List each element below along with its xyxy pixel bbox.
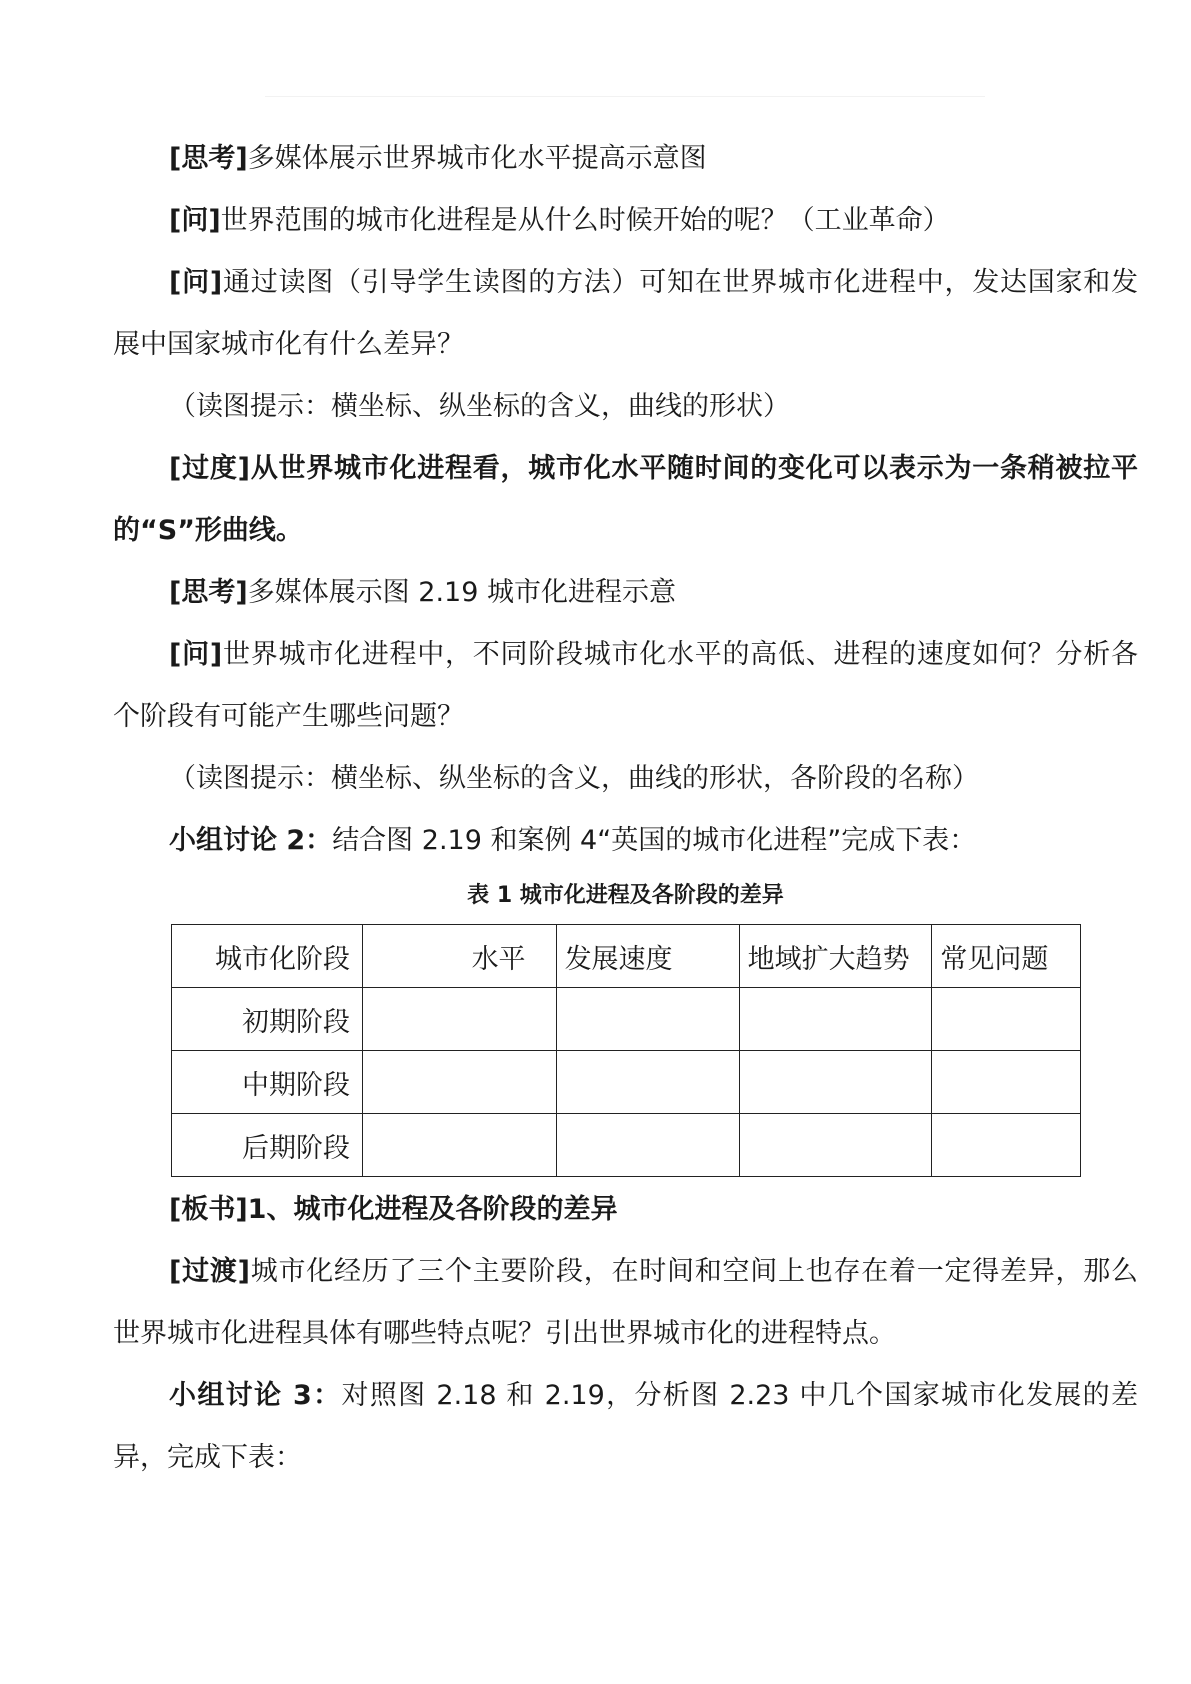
paragraph-text: 城市化经历了三个主要阶段，在时间和空间上也存在着一定得差异，那么世界城市化进程具体有哪些特点呢？引出世界城市化的进程特点。	[113, 1256, 1138, 1349]
table-cell	[932, 1114, 1081, 1177]
paragraph-tag: [过渡]	[169, 1256, 250, 1287]
paragraph-question-3	[113, 624, 1138, 748]
paragraph-tag: 小组讨论 3：	[169, 1380, 342, 1411]
paragraph-transition-1	[113, 438, 1138, 562]
paragraph-question-1	[113, 190, 1138, 252]
table-cell	[932, 1051, 1081, 1114]
paragraph-hint-1: （读图提示：横坐标、纵坐标的含义，曲线的形状）	[169, 391, 790, 422]
table-header-cell: 城市化阶段	[172, 925, 363, 988]
paragraph-tag: [过度]	[169, 453, 250, 484]
table-row	[172, 1051, 1081, 1114]
paragraph-tag: 小组讨论 2：	[169, 825, 333, 856]
paragraph-text: 多媒体展示世界城市化水平提高示意图	[247, 143, 707, 174]
table-cell	[362, 988, 556, 1051]
header-rule	[265, 96, 985, 97]
table-row	[172, 988, 1081, 1051]
table-cell	[739, 1114, 932, 1177]
table-header-cell: 地域扩大趋势	[739, 925, 932, 988]
paragraph-tag: [思考]	[169, 143, 248, 174]
paragraph-tag: [问]	[169, 639, 223, 670]
table-row	[172, 1114, 1081, 1177]
table-cell: 中期阶段	[172, 1051, 363, 1114]
paragraph-text: 世界范围的城市化进程是从什么时候开始的呢？（工业革命）	[220, 205, 950, 236]
paragraph-tag: [问]	[169, 267, 223, 298]
table-cell: 初期阶段	[172, 988, 363, 1051]
table-cell	[362, 1114, 556, 1177]
paragraph-text: 结合图 2.19 和案例 4“英国的城市化进程”完成下表：	[332, 825, 977, 856]
table-cell	[556, 1114, 739, 1177]
paragraph-discussion-3	[113, 1365, 1138, 1489]
paragraph-text: 多媒体展示图 2.19 城市化进程示意	[247, 577, 676, 608]
paragraph-tag: [问]	[169, 205, 221, 236]
paragraph-board-1: [板书]1、城市化进程及各阶段的差异	[169, 1194, 618, 1225]
table-header-cell: 发展速度	[556, 925, 739, 988]
paragraph-think-1	[113, 128, 1138, 190]
table-header-cell: 水平	[362, 925, 556, 988]
paragraph-think-2	[113, 562, 1138, 624]
table-header-row	[172, 925, 1081, 988]
table-cell	[362, 1051, 556, 1114]
paragraph-text: 从世界城市化进程看，城市化水平随时间的变化可以表示为一条稍被拉平的“S”形曲线。	[113, 453, 1138, 546]
paragraph-text: 对照图 2.18 和 2.19，分析图 2.23 中几个国家城市化发展的差异，完成下表：	[113, 1380, 1139, 1473]
stage-table	[171, 924, 1081, 1177]
table-cell	[556, 988, 739, 1051]
paragraph-text: 世界城市化进程中，不同阶段城市化水平的高低、进程的速度如何？分析各个阶段有可能产生哪些问题？	[113, 639, 1138, 732]
table-caption: 表 1 城市化进程及各阶段的差异	[467, 883, 784, 908]
paragraph-text: 通过读图（引导学生读图的方法）可知在世界城市化进程中，发达国家和发展中国家城市化有什么差异？	[113, 267, 1138, 360]
paragraph-transition-2	[113, 1241, 1138, 1365]
table-cell	[556, 1051, 739, 1114]
table-cell	[739, 988, 932, 1051]
document-body	[113, 128, 1138, 1489]
table-cell: 后期阶段	[172, 1114, 363, 1177]
table-cell	[739, 1051, 932, 1114]
table-header-cell: 常见问题	[932, 925, 1081, 988]
paragraph-tag: [思考]	[169, 577, 248, 608]
paragraph-question-2	[113, 252, 1138, 376]
table-cell	[932, 988, 1081, 1051]
paragraph-hint-2: （读图提示：横坐标、纵坐标的含义，曲线的形状，各阶段的名称）	[169, 763, 979, 794]
paragraph-discussion-2	[113, 810, 1138, 872]
